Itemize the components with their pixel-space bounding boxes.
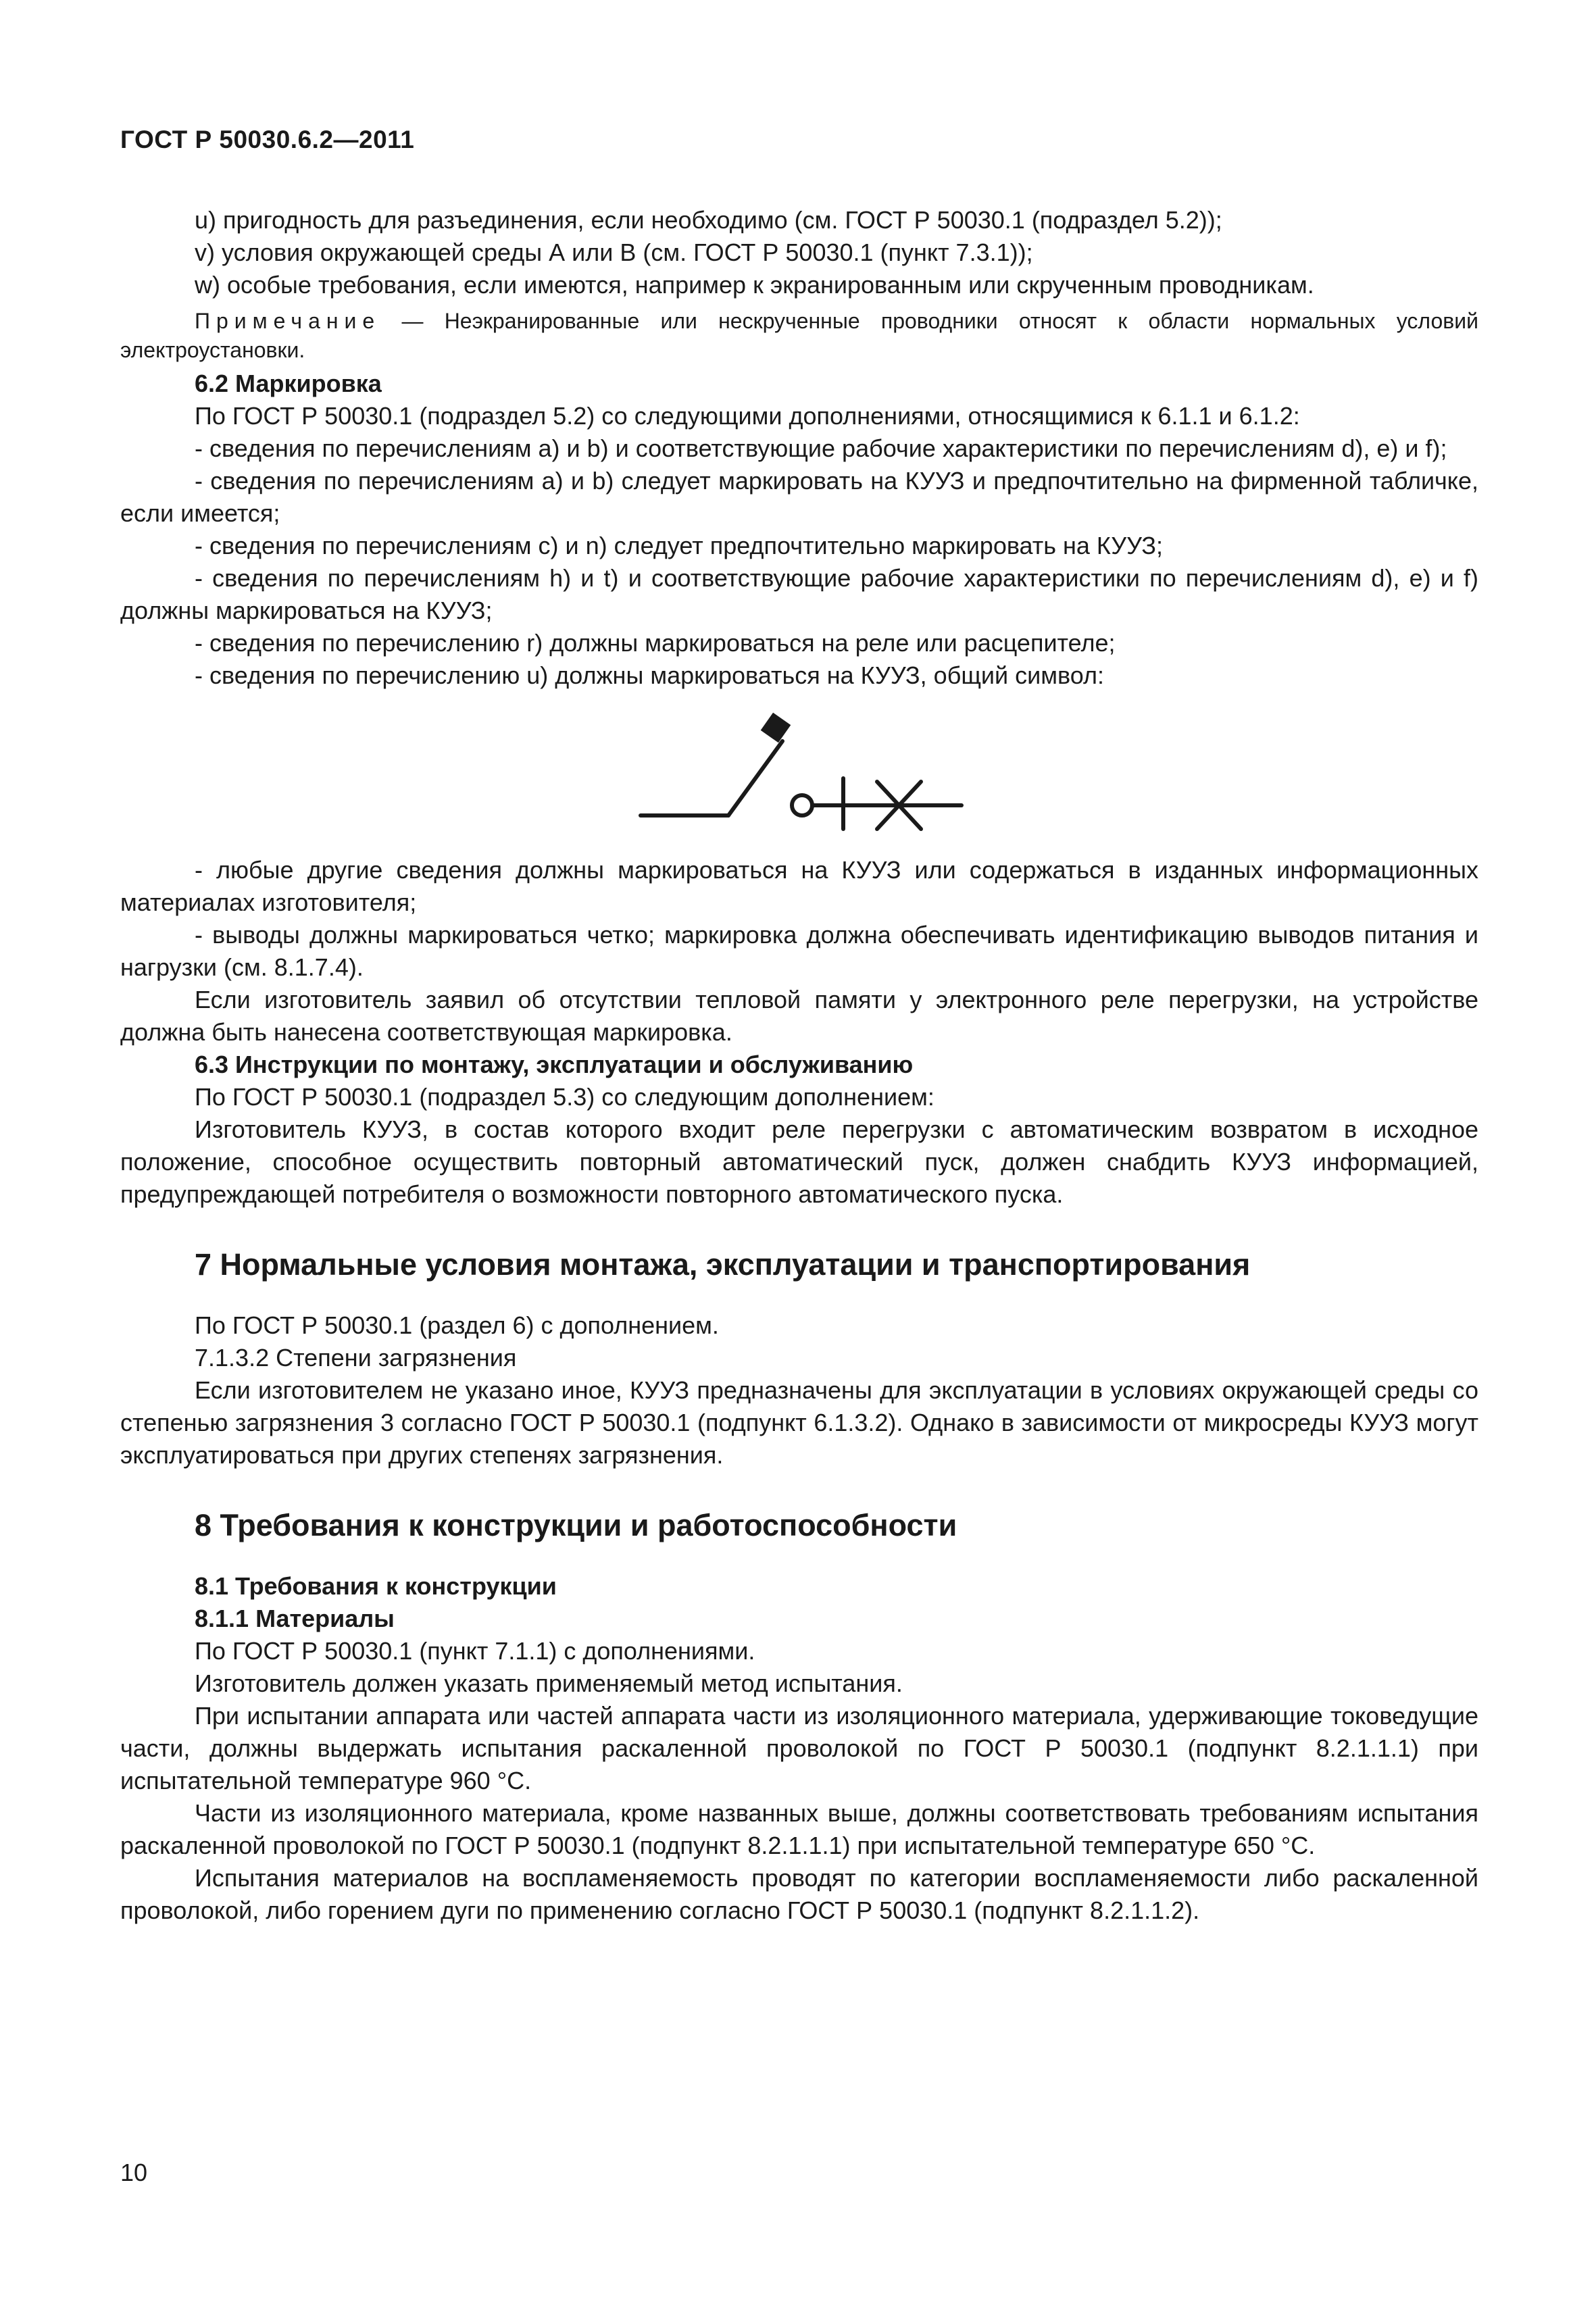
list-item: - любые другие сведения должны маркироваться на КУУЗ или содержаться в изданных информационных материалах изготовителя;	[120, 856, 1478, 916]
section-heading: 7 Нормальные условия монтажа, эксплуатации и транспортирования	[195, 1247, 1251, 1282]
page-number: 10	[120, 2159, 148, 2186]
paragraph: По ГОСТ Р 50030.1 (подраздел 5.2) со следующими дополнениями, относящимися к 6.1.1 и 6.1.2:	[195, 402, 1300, 430]
subsection-heading: 6.3 Инструкции по монтажу, эксплуатации и обслуживанию	[195, 1051, 914, 1078]
list-item: - сведения по перечислениям с) и n) следует предпочтительно маркировать на КУУЗ;	[195, 532, 1164, 559]
paragraph: v) условия окружающей среды А или В (см. ГОСТ Р 50030.1 (пункт 7.3.1));	[195, 238, 1033, 266]
circuit-breaker-symbol	[120, 704, 1478, 839]
list-item: - сведения по перечислениям h) и t) и соответствующие рабочие характеристики по перечислениям d), е) и f) должны маркироваться на КУУЗ;	[120, 564, 1478, 624]
note	[120, 307, 1478, 365]
list-item: - сведения по перечислениям а) и b) следует маркировать на КУУЗ и предпочтительно на фирменной табличке, если имеется;	[120, 467, 1478, 527]
paragraph: Изготовитель должен указать применяемый метод испытания.	[195, 1669, 903, 1697]
paragraph: Испытания материалов на воспламеняемость проводят по категории воспламеняемости либо раскаленной проволокой, либо горением дуги по применению согласно ГОСТ Р 50030.1 (подпункт 8.2.1.1.2).	[120, 1864, 1478, 1924]
list-item: - сведения по перечислению u) должны маркироваться на КУУЗ, общий символ:	[195, 661, 1104, 689]
paragraph: w) особые требования, если имеются, например к экранированным или скрученным проводникам.	[195, 271, 1314, 299]
paragraph: Если изготовитель заявил об отсутствии тепловой памяти у электронного реле перегрузки, на устройстве должна быть нанесена соответствующая маркировка.	[120, 986, 1478, 1046]
paragraph: Части из изоляционного материала, кроме названных выше, должны соответствовать требованиям испытания раскаленной проволокой по ГОСТ Р 50030.1 (подпункт 8.2.1.1.1) при испытательной температуре 650 °С.	[120, 1799, 1478, 1859]
note-text: — Неэкранированные или нескрученные проводники относят к области нормальных условий электроустановки.	[120, 309, 1478, 362]
document-header: ГОСТ Р 50030.6.2—2011	[120, 126, 415, 153]
paragraph: u) пригодность для разъединения, если необходимо (см. ГОСТ Р 50030.1 (подраздел 5.2));	[195, 206, 1222, 234]
subsection-heading: 6.2 Маркировка	[195, 370, 382, 397]
list-item: - выводы должны маркироваться четко; маркировка должна обеспечивать идентификацию выводов питания и нагрузки (см. 8.1.7.4).	[120, 921, 1478, 981]
paragraph: По ГОСТ Р 50030.1 (подраздел 5.3) со следующим дополнением:	[195, 1083, 934, 1111]
paragraph: Если изготовителем не указано иное, КУУЗ предназначены для эксплуатации в условиях окружающей среды со степенью загрязнения 3 согласно ГОСТ Р 50030.1 (подпункт 6.1.3.2). Однако в зависимости от микросреды КУУЗ могут эксплуатироваться при других степенях загрязнения.	[120, 1376, 1478, 1469]
paragraph: Изготовитель КУУЗ, в состав которого входит реле перегрузки с автоматическим возвратом в исходное положение, способное осуществить повторный автоматический пуск, должен снабдить КУУЗ информацией, предупреждающей потребителя о возможности повторного автоматического пуска.	[120, 1115, 1478, 1208]
paragraph: 7.1.3.2 Степени загрязнения	[195, 1344, 517, 1372]
section-heading: 8 Требования к конструкции и работоспособности	[195, 1508, 957, 1542]
note-lead: Примечание	[195, 309, 381, 333]
paragraph: По ГОСТ Р 50030.1 (раздел 6) с дополнением.	[195, 1311, 719, 1339]
list-item: - сведения по перечислениям а) и b) и соответствующие рабочие характеристики по перечислениям d), е) и f);	[195, 434, 1447, 462]
switch-symbol-icon	[610, 704, 989, 839]
document-body	[120, 204, 1478, 1927]
subsection-heading: 8.1.1 Материалы	[195, 1605, 395, 1632]
subsection-heading: 8.1 Требования к конструкции	[195, 1572, 557, 1600]
list-item: - сведения по перечислению r) должны маркироваться на реле или расцепителе;	[195, 629, 1116, 657]
paragraph: По ГОСТ Р 50030.1 (пункт 7.1.1) с дополнениями.	[195, 1637, 755, 1665]
paragraph: При испытании аппарата или частей аппарата части из изоляционного материала, удерживающие токоведущие части, должны выдержать испытания раскаленной проволокой по ГОСТ Р 50030.1 (подпункт 8.2.1.1.1) при испытательной температуре 960 °С.	[120, 1702, 1478, 1794]
